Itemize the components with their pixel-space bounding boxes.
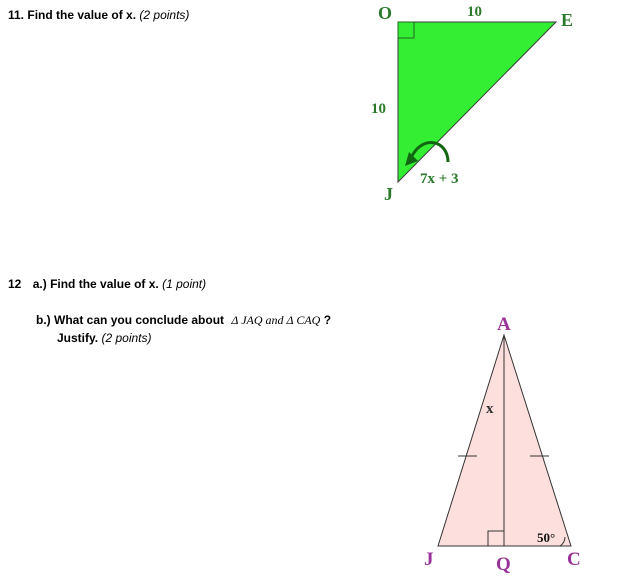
q12b-points: (2 points) <box>101 331 152 345</box>
q11-text: Find the value of x. <box>27 8 137 22</box>
q12-vertex-c: C <box>567 549 581 570</box>
q12a-label: a.) <box>32 277 47 291</box>
q12-number: 12 <box>8 277 22 291</box>
q11-angle-label: 7x + 3 <box>420 171 459 187</box>
q12b-line2: Justify. <box>57 331 99 345</box>
q11-top-side-label: 10 <box>467 4 482 20</box>
q12a-points: (1 point) <box>162 277 207 291</box>
q12-angle-50: 50° <box>537 530 556 545</box>
q12a-text: Find the value of x. <box>50 277 159 291</box>
q12b-end: ? <box>323 313 332 327</box>
q12-vertex-a: A <box>497 314 511 335</box>
q11-vertex-j: J <box>384 184 393 204</box>
q12b-text: What can you conclude about <box>54 313 225 327</box>
q11-number: 11. <box>8 8 25 22</box>
q12b-expr: Δ JAQ and Δ CAQ <box>231 313 321 327</box>
q12-vertex-q: Q <box>496 554 511 575</box>
q11-vertex-e: E <box>561 10 574 30</box>
q11-vertex-o: O <box>378 3 393 23</box>
q12b-label: b.) <box>36 313 51 327</box>
q11-points: (2 points) <box>139 8 190 22</box>
q11-left-side-label: 10 <box>371 101 386 117</box>
q12-angle-x: x <box>486 401 494 417</box>
q12-vertex-j: J <box>424 549 434 570</box>
